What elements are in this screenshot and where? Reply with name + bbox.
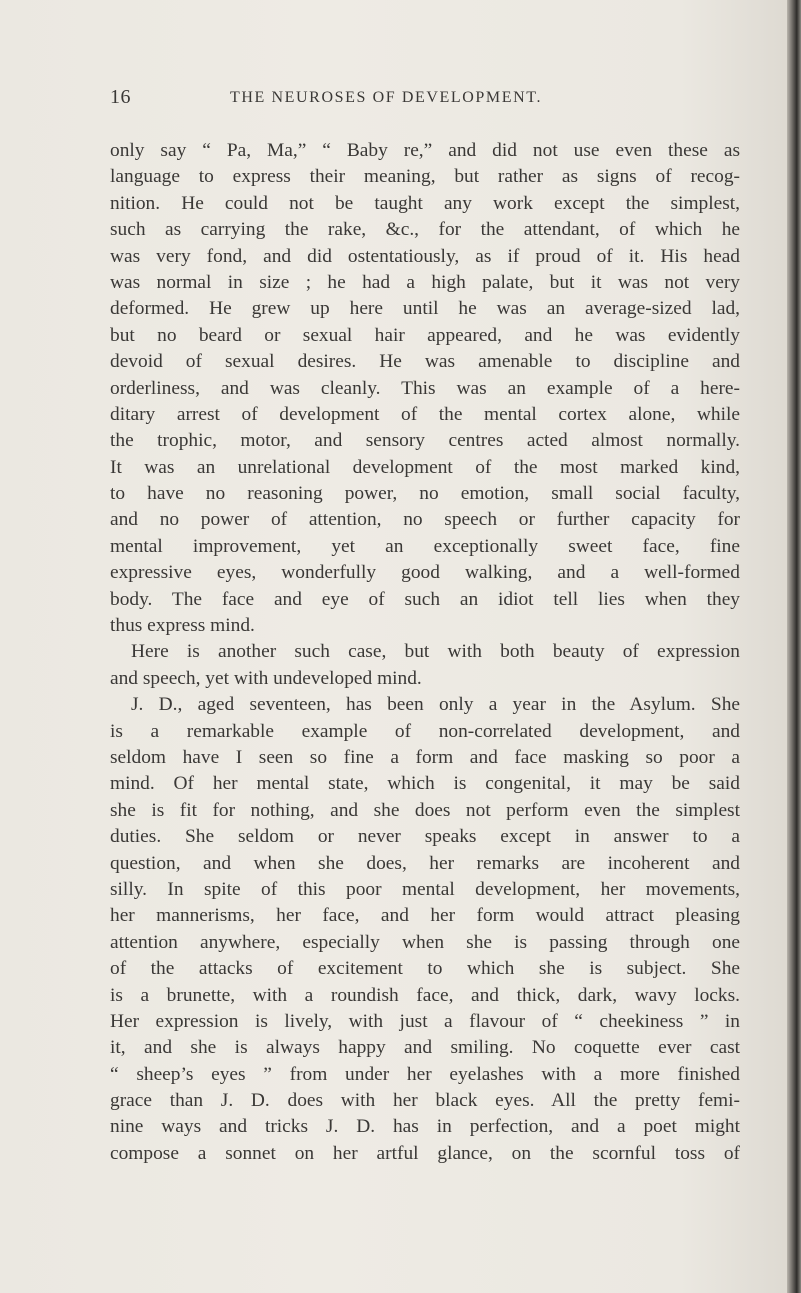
text-line: silly. In spite of this poor mental development, her movements, [110, 878, 740, 900]
text-line: question, and when she does, her remarks are incoherent and [110, 852, 740, 874]
text-line: It was an unrelational development of the most marked kind, [110, 456, 740, 478]
text-line: Her expression is lively, with just a flavour of “ cheekiness ” in [110, 1010, 740, 1032]
text-line: nition. He could not be taught any work except the simplest, [110, 192, 740, 214]
text-line: was normal in size ; he had a high palate, but it was not very [110, 271, 740, 293]
running-head: THE NEUROSES OF DEVELOPMENT. [230, 89, 543, 106]
text-line: J. D., aged seventeen, has been only a year in the Asylum. She [131, 694, 740, 716]
text-line: she is fit for nothing, and she does not perform even the simplest [110, 799, 740, 821]
text-line: is a brunette, with a roundish face, and thick, dark, wavy locks. [110, 984, 740, 1006]
text-line: grace than J. D. does with her black eyes. All the pretty femi- [110, 1090, 740, 1112]
text-line: orderliness, and was cleanly. This was an example of a here- [110, 377, 740, 399]
text-line: body. The face and eye of such an idiot tell lies when they [110, 588, 740, 610]
text-line: duties. She seldom or never speaks except in answer to a [110, 826, 740, 848]
text-line: but no beard or sexual hair appeared, and he was evidently [110, 324, 740, 346]
text-line: expressive eyes, wonderfully good walking, and a well-formed [110, 562, 740, 584]
text-line: attention anywhere, especially when she is passing through one [110, 931, 740, 953]
text-line: such as carrying the rake, &c., for the attendant, of which he [110, 219, 740, 241]
text-line: to have no reasoning power, no emotion, small social faculty, [110, 483, 740, 505]
text-line: was very fond, and did ostentatiously, as if proud of it. His head [110, 245, 740, 267]
text-line: Here is another such case, but with both beauty of expression [131, 641, 740, 663]
text-line: thus express mind. [110, 615, 255, 637]
page-number: 16 [110, 86, 131, 108]
text-line: mental improvement, yet an exceptionally sweet face, fine [110, 535, 740, 557]
book-spine-shadow [787, 0, 801, 1293]
text-line: it, and she is always happy and smiling. No coquette ever cast [110, 1037, 740, 1059]
text-line: ditary arrest of development of the mental cortex alone, while [110, 403, 740, 425]
page-header [110, 86, 750, 118]
text-line: compose a sonnet on her artful glance, on the scornful toss of [110, 1142, 740, 1164]
text-line: nine ways and tricks J. D. has in perfection, and a poet might [110, 1116, 740, 1138]
text-line: her mannerisms, her face, and her form would attract pleasing [110, 905, 740, 927]
text-line: devoid of sexual desires. He was amenable to discipline and [110, 351, 740, 373]
text-line: only say “ Pa, Ma,” “ Baby re,” and did not use even these as [110, 140, 740, 161]
text-line: of the attacks of excitement to which she is subject. She [110, 958, 740, 980]
body-text [110, 138, 740, 1167]
text-line: the trophic, motor, and sensory centres acted almost normally. [110, 430, 740, 452]
text-line: mind. Of her mental state, which is congenital, it may be said [110, 773, 740, 795]
text-line: and no power of attention, no speech or further capacity for [110, 509, 740, 531]
text-line: “ sheep’s eyes ” from under her eyelashes with a more finished [110, 1063, 740, 1085]
text-line: seldom have I seen so fine a form and face masking so poor a [110, 746, 740, 768]
text-line: and speech, yet with undeveloped mind. [110, 667, 422, 689]
text-line: language to express their meaning, but rather as signs of recog- [110, 166, 740, 188]
text-line: is a remarkable example of non-correlated development, and [110, 720, 740, 742]
text-line: deformed. He grew up here until he was an average-sized lad, [110, 298, 740, 320]
